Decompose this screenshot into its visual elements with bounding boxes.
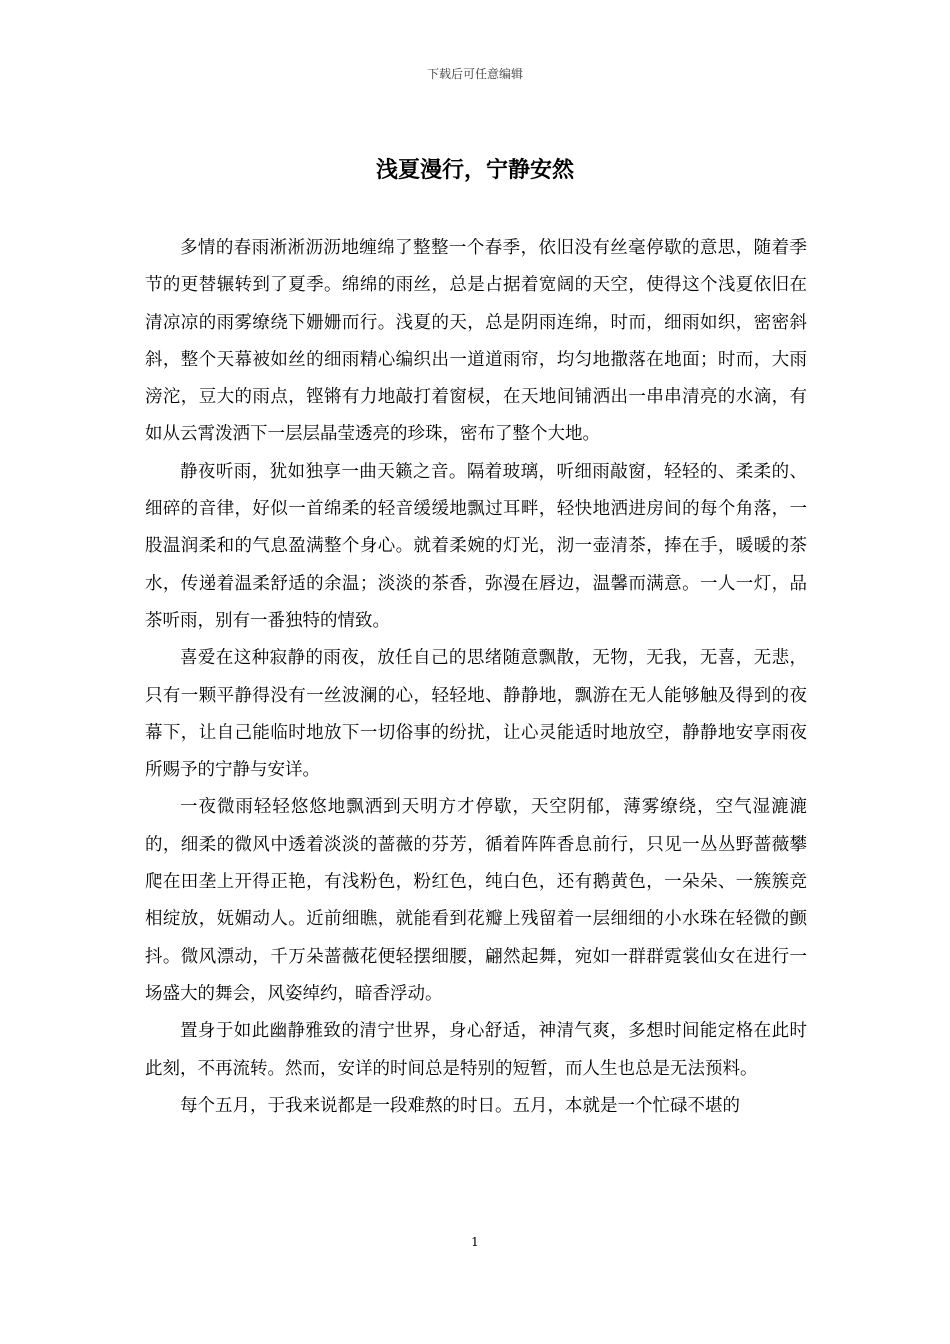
paragraph-6: 每个五月，于我来说都是一段难熬的时日。五月，本就是一个忙碌不堪的 bbox=[180, 1095, 740, 1116]
document-body bbox=[145, 230, 807, 1125]
page-header-note: 下载后可任意编辑 bbox=[426, 67, 523, 81]
paragraph-5: 置身于如此幽静雅致的清宁世界，身心舒适，神清气爽，多想时间能定格在此时此刻，不再流转。然而，安详的时间总是特别的短暂，而人生也总是无法预料。 bbox=[145, 1021, 807, 1079]
document-title: 浅夏漫行，宁静安然 bbox=[375, 157, 574, 183]
paragraph-1: 多情的春雨淅淅沥沥地缠绵了整整一个春季，依旧没有丝毫停歇的意思，随着季节的更替辗转到了夏季。绵绵的雨丝，总是占据着宽阔的天空，使得这个浅夏依旧在清凉凉的雨雾缭绕下姗姗而行。浅夏的天，总是阴雨连绵，时而，细雨如织，密密斜斜，整个天幕被如丝的细雨精心编织出一道道雨帘，均匀地撒落在地面；时而，大雨滂沱，豆大的雨点，铿锵有力地敲打着窗棂，在天地间铺洒出一串串清亮的水滴，有如从云霄泼洒下一层层晶莹透亮的珍珠，密布了整个大地。 bbox=[145, 238, 807, 445]
paragraph-2: 静夜听雨，犹如独享一曲天籁之音。隔着玻璃，听细雨敲窗，轻轻的、柔柔的、细碎的音律，好似一首绵柔的轻音缓缓地飘过耳畔，轻快地洒进房间的每个角落，一股温润柔和的气息盈满整个身心。就着柔婉的灯光，沏一壶清茶，捧在手，暖暖的茶水，传递着温柔舒适的余温；淡淡的茶香，弥漫在唇边，温馨而满意。一人一灯，品茶听雨，别有一番独特的情致。 bbox=[145, 461, 807, 631]
paragraph-3: 喜爱在这种寂静的雨夜，放任自己的思绪随意飘散，无物，无我，无喜，无悲，只有一颗平静得没有一丝波澜的心，轻轻地、静静地，飘游在无人能够触及得到的夜幕下，让自己能临时地放下一切俗事的纷扰，让心灵能适时地放空，静静地安享雨夜所赐予的宁静与安详。 bbox=[145, 648, 807, 781]
page-number: 1 bbox=[471, 1235, 479, 1249]
paragraph-4: 一夜微雨轻轻悠悠地飘洒到天明方才停歇，天空阴郁，薄雾缭绕，空气湿漉漉的，细柔的微风中透着淡淡的蔷薇的芬芳，循着阵阵香息前行，只见一丛丛野蔷薇攀爬在田垄上开得正艳，有浅粉色，粉红色，纯白色，还有鹅黄色，一朵朵、一簇簇竞相绽放，妩媚动人。近前细瞧，就能看到花瓣上残留着一层细细的小水珠在轻微的颤抖。微风漂动，千万朵蔷薇花便轻摆细腰，翩然起舞，宛如一群群霓裳仙女在进行一场盛大的舞会，风姿绰约，暗香浮动。 bbox=[145, 797, 807, 1004]
